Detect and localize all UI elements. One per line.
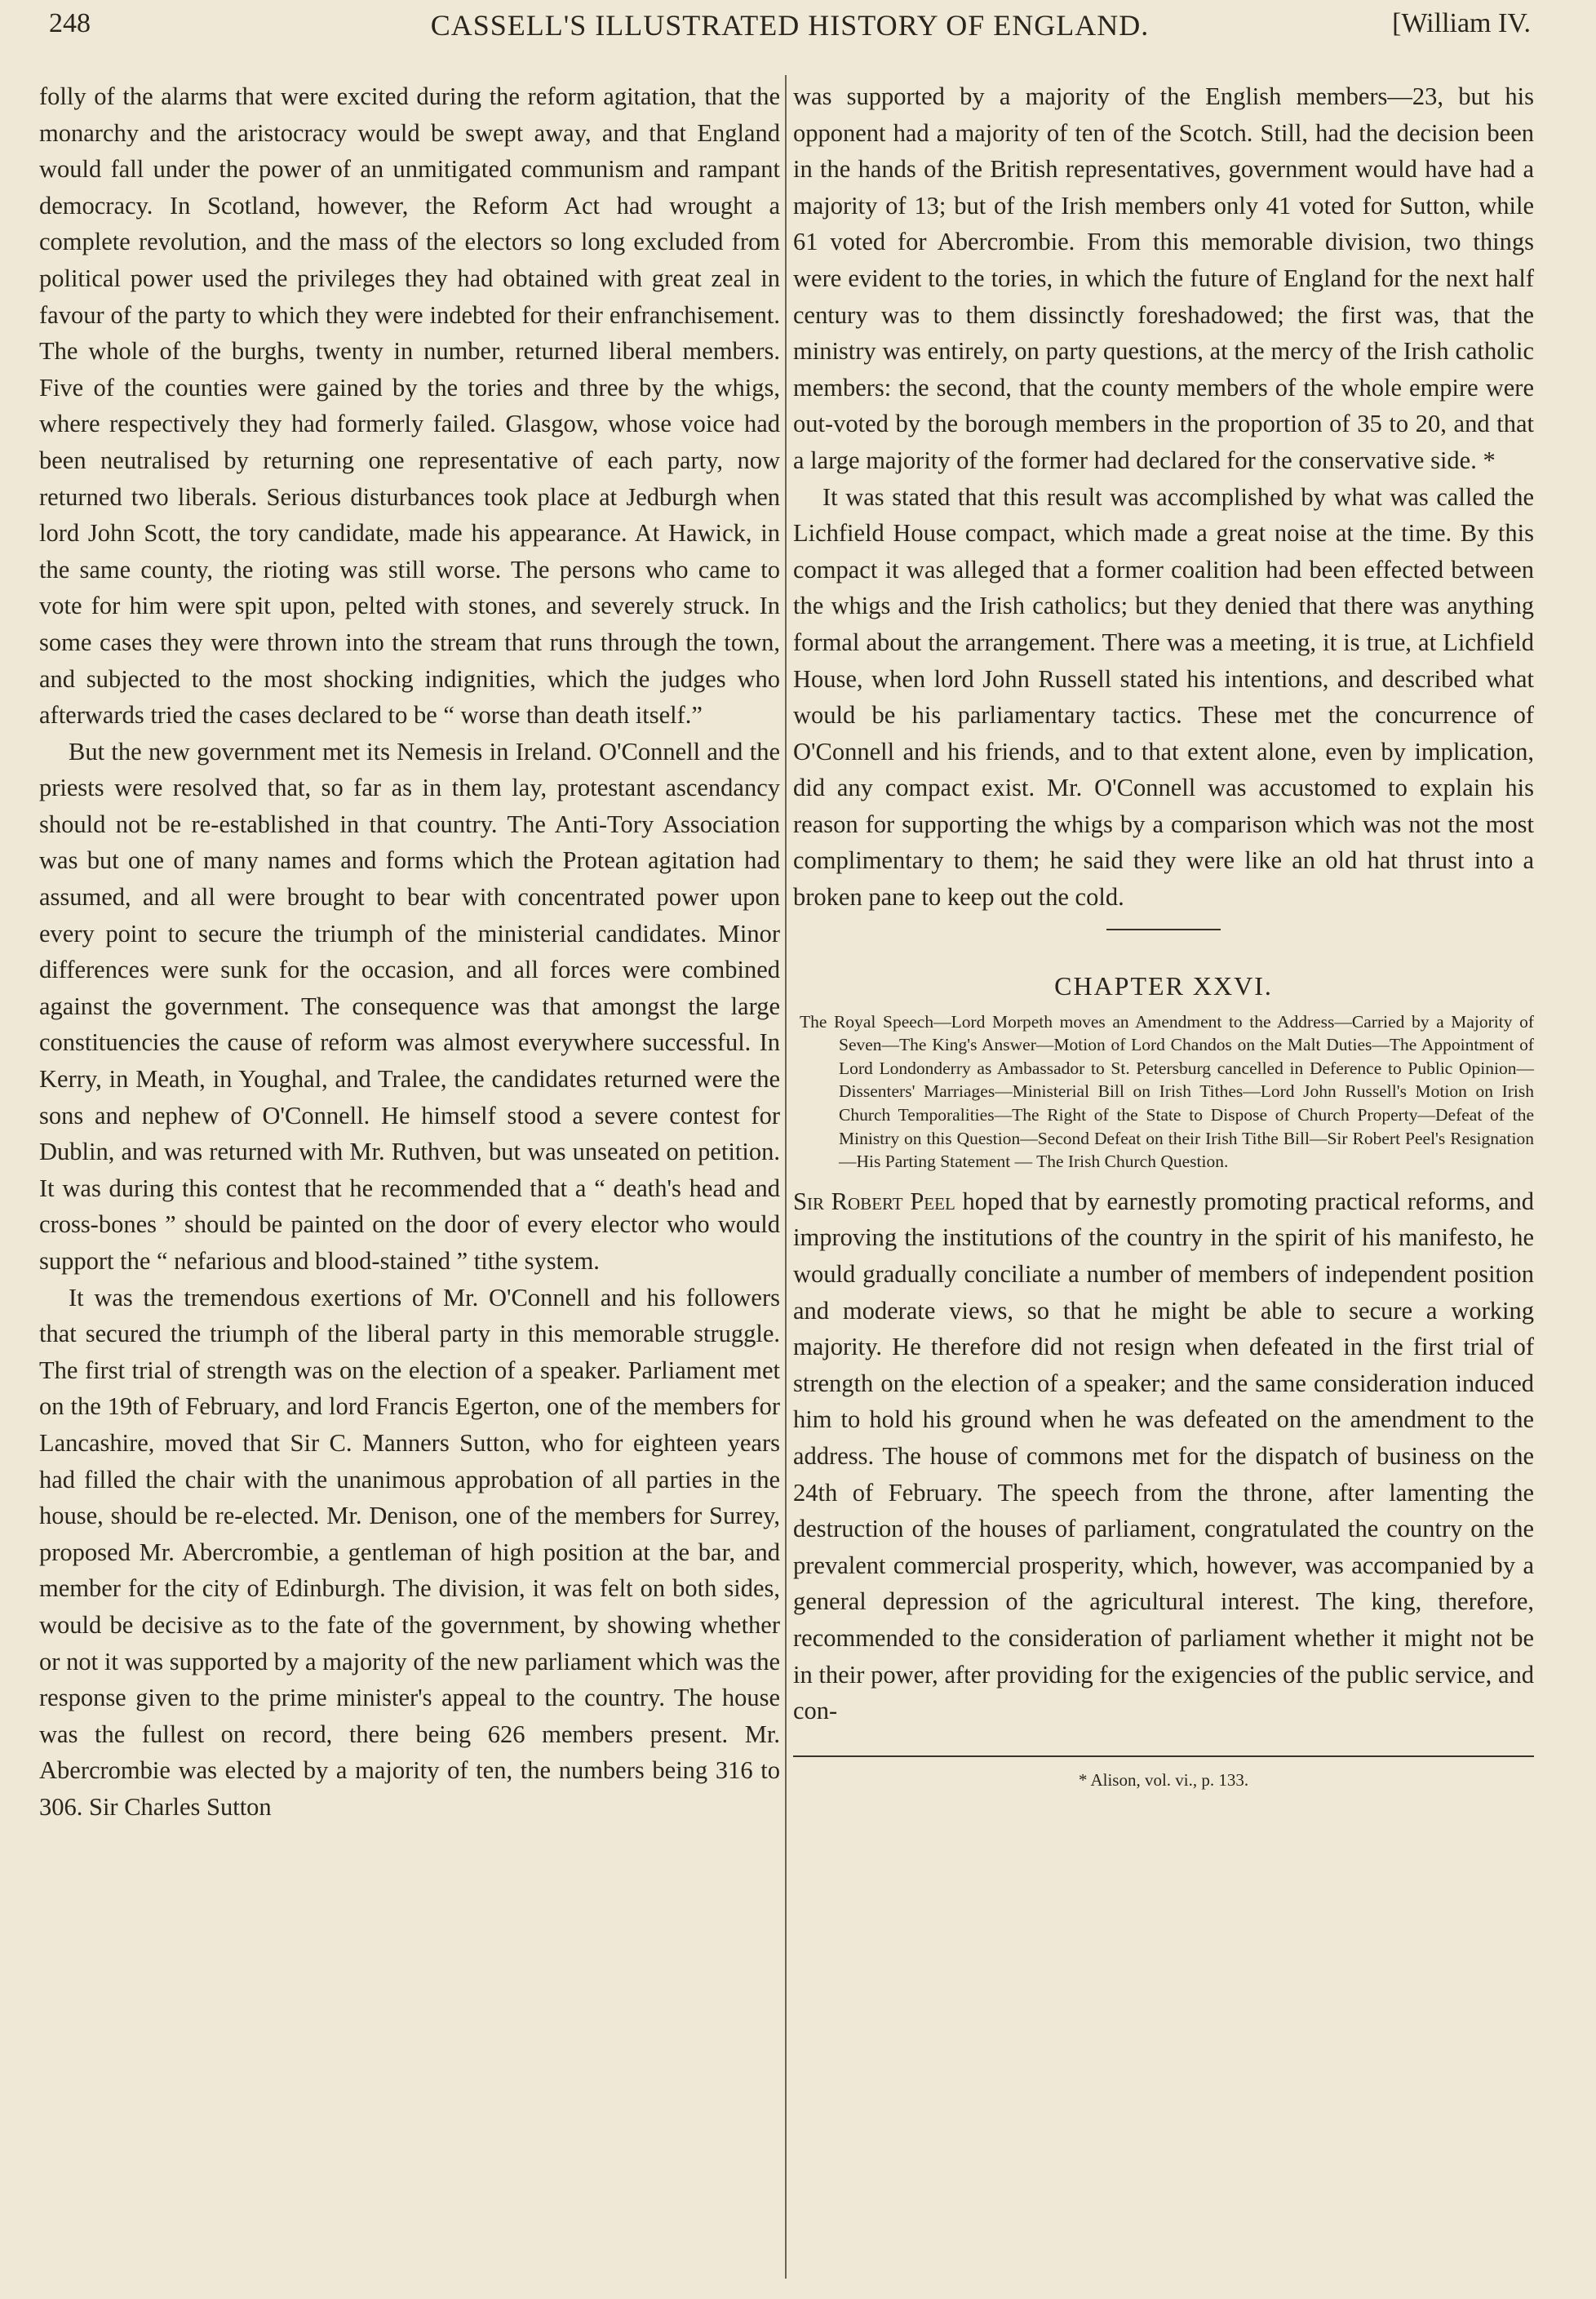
paragraph: But the new government met its Nemesis in Ireland. O'Connell and the priests were resolved that, so far as in them lay, protestant ascendancy should not be re-established in that country. The Anti-Tory Association was but one of many names and forms which the Protean agitation had assumed, and all were brought to bear with concentrated power upon every point to secure the triumph of the ministerial candidates. Minor differences were sunk for the occasion, and all forces were combined against the government. The consequence was that amongst the large constituencies the cause of reform was almost everywhere successful. In Kerry, in Meath, in Youghal, and Tralee, the candidates returned were the sons and nephew of O'Connell. He himself stood a severe contest for Dublin, and was returned with Mr. Ruthven, but was unseated on petition. It was during this contest that he recommended that a “ death's head and cross-bones ” should be painted on the door of every elector who would support the “ nefarious and blood-stained ” tithe system. — [39, 737, 780, 1275]
opening-name: Sir Robert Peel — [793, 1187, 955, 1215]
column-divider — [785, 75, 787, 2279]
reign-label: [William IV. — [1392, 8, 1531, 38]
opening-text: hoped that by earnestly promoting practical reforms, and improving the institutions of the country in the spirit of his manifesto, he would gradually conciliate a number of members of independent position and moderate views, so that he might be able to secure a working majority. He therefore did not resign when defeated in the first trial of strength on the election of a speaker; and the same consideration induced him to hold his ground when he was defeated on the amendment to the address. The house of commons met for the dispatch of business on the 24th of February. The speech from the throne, after lamenting the destruction of the houses of parliament, congratulated the country on the prevalent commercial prosperity, which, however, was accompanied by a general depression of the agricultural interest. The king, therefore, recommended to the consideration of parliament whether it might not be in their power, after providing for the exigencies of the public service, and con- — [793, 1187, 1535, 1725]
chapter-argument: The Royal Speech—Lord Morpeth moves an Amendment to the Address—Carried by a Majority of Seven—The King's Answer—Motion of Lord Chandos on the Malt Duties—The Appointment of Lord Londonderry as Ambassador to St. Petersburg cancelled in Deference to Public Opinion—Dissenters' Marriages—Ministerial Bill on Irish Tithes—Lord John Russell's Motion on Irish Church Temporalities—The Right of the State to Dispose of Church Property—Defeat of the Ministry on this Question—Second Defeat on their Irish Tithe Bill—Sir Robert Peel's Resignation—His Parting Statement — The Irish Church Question. — [800, 1011, 1534, 1172]
paragraph: It was the tremendous exertions of Mr. O'Connell and his followers that secured the triumph of the liberal party in this memorable struggle. The first trial of strength was on the election of a speaker. Parliament met on the 19th of February, and lord Francis Egerton, one of the members for Lancashire, moved that Sir C. Manners Sutton, who for eighteen years had filled the chair with the unanimous approbation of all parties in the house, should be re-elected. Mr. Denison, one of the members for Surrey, proposed Mr. Abercrombie, a gentleman of high position at the bar, and member for the city of Edinburgh. The division, it was felt on both sides, would be decisive as to the fate of the government, by showing whether or not it was supported by a majority of the new parliament which was the response given to the prime minister's appeal to the country. The house was the fullest on record, there being 626 members present. Mr. Abercrombie was elected by a majority of ten, the numbers being 316 to 306. Sir Charles Sutton — [39, 1283, 780, 1821]
right-column — [793, 78, 1534, 1791]
running-title: CASSELL'S ILLUSTRATED HISTORY OF ENGLAND. — [430, 9, 1150, 42]
paragraph: folly of the alarms that were excited during the reform agitation, that the monarchy and the aristocracy would be swept away, and that England would fall under the power of an unmitigated communism and rampant democracy. In Scotland, however, the Reform Act had wrought a complete revolution, and the mass of the electors so long excluded from political power used the privileges they had obtained with great zeal in favour of the party to which they were indebted for their enfranchisement. The whole of the burghs, twenty in number, returned liberal members. Five of the counties were gained by the tories and three by the whigs, where respectively they had formerly failed. Glasgow, whose voice had been neutralised by returning one representative of each party, now returned two liberals. Serious disturbances took place at Jedburgh when lord John Scott, the tory candidate, made his appearance. At Hawick, in the same county, the rioting was still worse. The persons who came to vote for him were spit upon, pelted with stones, and severely struck. In some cases they were thrown into the stream that runs through the town, and subjected to the most shocking indignities, which the judges who afterwards tried the cases declared to be “ worse than death itself.” — [39, 82, 780, 730]
section-rule — [1106, 929, 1221, 930]
chapter-title: CHAPTER XXVI. — [1054, 970, 1273, 1001]
running-head — [49, 5, 1531, 51]
left-column — [39, 78, 780, 1826]
paragraph: was supported by a majority of the English members—23, but his opponent had a majority of ten of the Scotch. Still, had the decision been in the hands of the British representatives, government would have had a majority of 13; but of the Irish members only 41 voted for Sutton, while 61 voted for Abercrombie. From this memorable division, two things were evident to the tories, in which the future of England for the next half century was to them dissinctly foreshadowed; the first was, that the ministry was entirely, on party questions, at the mercy of the Irish catholic members: the second, that the county members of the whole empire were out-voted by the borough members in the proportion of 35 to 20, and that a large majority of the former had declared for the conservative side. * — [793, 82, 1534, 474]
chapter-opening-paragraph — [793, 1183, 1534, 1729]
paragraph: It was stated that this result was accomplished by what was called the Lichfield House compact, which made a great noise at the time. By this compact it was alleged that a former coalition had been effected between the whigs and the Irish catholics; but they denied that there was anything formal about the arrangement. There was a meeting, it is true, at Lichfield House, when lord John Russell stated his intentions, and described what would be his parliamentary tactics. These met the concurrence of O'Connell and his friends, and to that extent alone, even by implication, did any compact exist. Mr. O'Connell was accustomed to explain his reason for supporting the whigs by a comparison which was not the most complimentary to them; he said they were like an old hat thrust into a broken pane to keep out the cold. — [793, 482, 1534, 912]
footnote: * Alison, vol. vi., p. 133. — [1078, 1769, 1249, 1790]
footnote-rule — [793, 1755, 1534, 1757]
page-number: 248 — [49, 8, 91, 38]
